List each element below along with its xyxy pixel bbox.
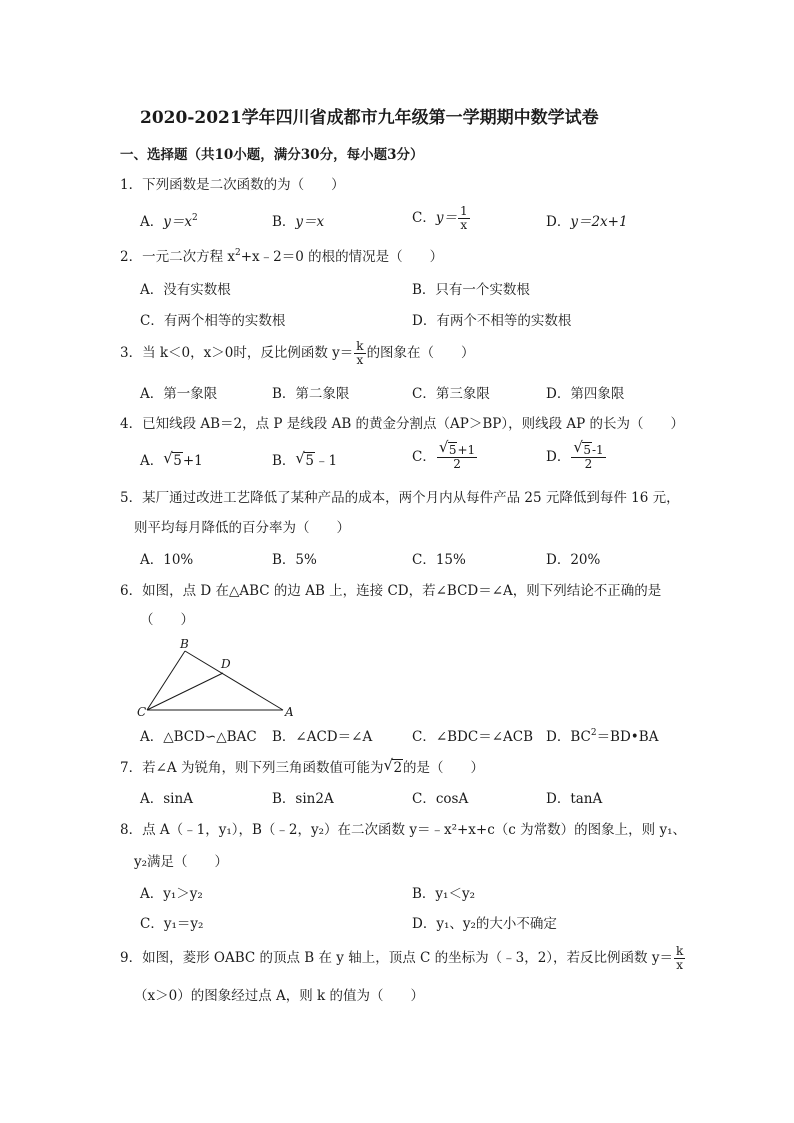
fig-label-b: B [180, 637, 189, 651]
q2-stem [120, 248, 443, 266]
option-text: +1 [182, 453, 203, 469]
q2-option-b[interactable]: B．只有一个实数根 [412, 282, 530, 298]
radicand: 5 [173, 453, 182, 469]
q2-option-a[interactable]: A．没有实数根 [140, 282, 231, 298]
q7-option-c[interactable]: C．cosA [412, 791, 469, 807]
stem-text: +x﹣2＝0 的根的情况是（ ） [240, 249, 444, 265]
fraction [458, 205, 470, 232]
q8-option-d[interactable]: D．y₁、y₂的大小不确定 [412, 916, 557, 932]
q6-option-b[interactable]: B．∠ACD＝∠A [272, 729, 373, 745]
fraction-denominator: x [356, 353, 364, 367]
triangle-figure [130, 630, 310, 725]
option-text: ＝BD•BA [596, 729, 659, 745]
square-root [383, 756, 403, 777]
stem-text: 的图象在（ ） [366, 345, 475, 361]
q3-option-d[interactable]: D．第四象限 [546, 386, 625, 402]
option-text: y＝x [163, 214, 192, 230]
stem-text: 3．当 k＜0，x＞0时，反比例函数 y＝ [120, 345, 354, 361]
radical-sign: √ [383, 756, 394, 774]
q5-option-d[interactable]: D．20% [546, 552, 601, 568]
fig-label-d: D [221, 657, 231, 671]
q8-option-a[interactable]: A．y₁＞y₂ [140, 886, 203, 902]
stem-text: 2．一元二次方程 x [120, 249, 235, 265]
superscript: 2 [192, 213, 198, 223]
option-label: B． [272, 453, 296, 469]
q5-stem-line2: 则平均每月降低的百分率为（ ） [134, 520, 350, 536]
q4-option-a[interactable] [140, 449, 203, 470]
radical-sign: √ [573, 438, 583, 456]
option-text: ﹣1 [315, 453, 338, 469]
numerator-tail: -1 [591, 443, 604, 457]
q4-option-c[interactable] [412, 438, 478, 471]
page-title: 2020-2021学年四川省成都市九年级第一学期期中数学试卷 [140, 108, 599, 128]
fraction [437, 438, 477, 471]
q1-option-a[interactable] [140, 213, 198, 231]
fraction-numerator: k [356, 339, 364, 353]
q4-option-b[interactable] [272, 449, 338, 470]
option-text: y＝x [295, 214, 325, 230]
q3-option-c[interactable]: C．第三象限 [412, 386, 490, 402]
stem-text: 9．如图，菱形 OABC 的顶点 B 在 y 轴上，顶点 C 的坐标为（﹣3，2），若反比例函数 y＝ [120, 950, 673, 966]
option-text: y＝2x+1 [570, 214, 628, 230]
superscript: 2 [590, 728, 597, 738]
fraction-denominator: x [460, 218, 468, 232]
numerator-tail: +1 [457, 443, 476, 457]
option-label: A． [140, 453, 164, 469]
q1-stem: 1．下列函数是二次函数的为（ ） [120, 177, 345, 193]
q9-stem-line2: （x＞0）的图象经过点 A，则 k 的值为（ ） [134, 988, 425, 1004]
option-text: y＝ [435, 210, 457, 226]
q3-stem [120, 340, 475, 367]
radicand: 2 [393, 760, 403, 776]
edge-ba [185, 651, 283, 710]
option-label: C． [412, 449, 436, 465]
q7-option-b[interactable]: B．sin2A [272, 791, 334, 807]
option-label: D． [546, 214, 571, 230]
q8-stem-line1: 8．点 A（﹣1，y₁），B（﹣2，y₂）在二次函数 y＝﹣x²+x+c（c 为常数）的图象上，则 y₁、 [120, 822, 686, 838]
q8-option-b[interactable]: B．y₁＜y₂ [412, 886, 475, 902]
q9-stem-line1 [120, 945, 686, 972]
square-root [438, 438, 458, 457]
option-label: C． [412, 210, 436, 226]
q1-option-d[interactable] [546, 213, 628, 231]
fig-label-c: C [137, 705, 147, 719]
q6-stem-line2: （ ） [140, 612, 194, 628]
option-label: B． [272, 214, 296, 230]
q4-option-d[interactable] [546, 438, 607, 471]
option-label: D． [546, 449, 571, 465]
q7-option-a[interactable]: A．sinA [140, 791, 193, 807]
q7-option-d[interactable]: D．tanA [546, 791, 603, 807]
q8-option-c[interactable]: C．y₁＝y₂ [140, 916, 204, 932]
superscript: 2 [235, 248, 241, 258]
option-label: A． [140, 214, 164, 230]
q8-stem-line2: y₂满足（ ） [134, 854, 229, 870]
section-heading: 一、选择题（共10小题，满分30分，每小题3分） [120, 147, 424, 163]
q5-option-c[interactable]: C．15% [412, 552, 466, 568]
stem-text: 的是（ ） [403, 760, 485, 776]
q5-option-b[interactable]: B．5% [272, 552, 317, 568]
q2-option-d[interactable]: D．有两个不相等的实数根 [412, 313, 572, 329]
fraction-numerator [437, 438, 477, 458]
square-root [163, 449, 183, 470]
q7-stem [120, 756, 485, 777]
q6-option-a[interactable]: A．△BCD∽△BAC [140, 729, 257, 745]
radical-sign: √ [295, 449, 305, 467]
q5-option-a[interactable]: A．10% [140, 552, 194, 568]
fraction [674, 945, 685, 972]
fraction-denominator: 2 [453, 457, 461, 471]
radicand: 5 [583, 443, 591, 457]
fraction-denominator: 2 [584, 457, 593, 471]
q6-option-d[interactable] [546, 728, 658, 746]
q5-stem-line1: 5．某厂通过改进工艺降低了某种产品的成本，两个月内从每件产品 25 元降低到每件 16 元， [120, 490, 680, 506]
radicand: 5 [305, 453, 315, 469]
stem-text: 7．若∠A 为锐角，则下列三角函数值可能为 [120, 760, 384, 776]
q1-option-b[interactable] [272, 213, 324, 231]
fraction-numerator: 1 [459, 204, 468, 218]
radical-sign: √ [163, 449, 173, 467]
q6-stem-line1: 6．如图，点 D 在△ABC 的边 AB 上，连接 CD，若∠BCD＝∠A，则下列结论不正确的是 [120, 583, 662, 599]
fraction-numerator: k [675, 944, 684, 958]
fig-label-a: A [285, 705, 294, 719]
radicand: 5 [448, 443, 457, 457]
q3-option-a[interactable]: A．第一象限 [140, 386, 218, 402]
fraction [354, 340, 365, 367]
q4-stem: 4．已知线段 AB＝2，点 P 是线段 AB 的黄金分割点（AP＞BP），则线段 AP 的长为（ ） [120, 416, 685, 432]
radical-sign: √ [438, 438, 449, 456]
fraction-numerator [571, 438, 605, 458]
fraction-denominator: x [676, 958, 683, 972]
q3-option-b[interactable]: B．第二象限 [272, 386, 350, 402]
square-root [573, 438, 592, 457]
fraction [571, 438, 605, 471]
option-text: D．BC [546, 729, 591, 745]
q1-option-c[interactable] [412, 205, 471, 232]
q2-option-c[interactable]: C．有两个相等的实数根 [140, 313, 286, 329]
square-root [295, 449, 315, 470]
q6-option-c[interactable]: C．∠BDC＝∠ACB [412, 729, 534, 745]
